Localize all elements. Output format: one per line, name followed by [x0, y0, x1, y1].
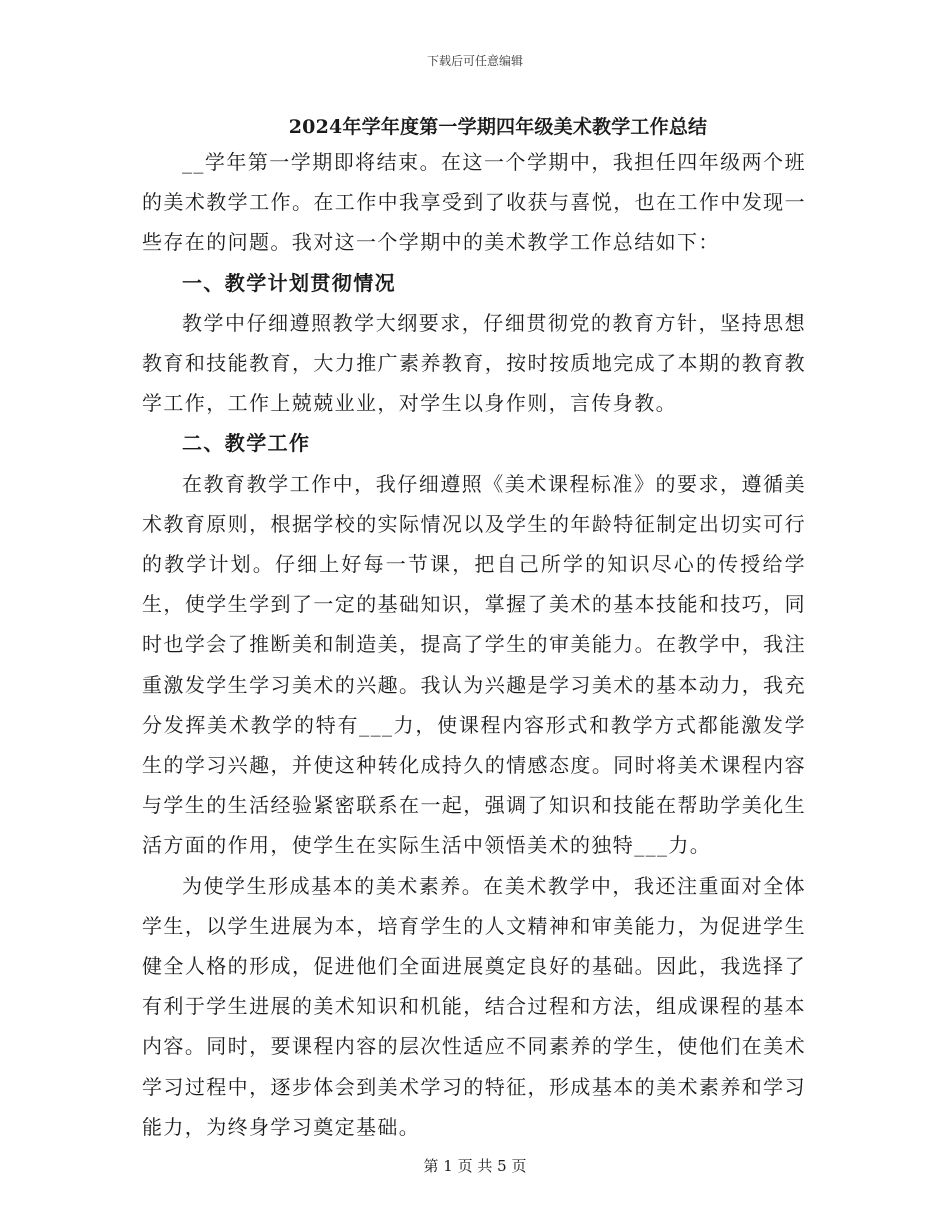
document-title: 2024年学年度第一学期四年级美术教学工作总结: [288, 116, 708, 138]
intro-paragraph: __学年第一学期即将结束。在这一个学期中，我担任四年级两个班的美术教学工作。在工作中我享受到了收获与喜悦，也在工作中发现一些存在的问题。我对这一个学期中的美术教学工作总结如下：: [142, 150, 806, 255]
plan-paragraph: 教学中仔细遵照教学大纲要求，仔细贯彻党的教育方针，坚持思想教育和技能教育，大力推广素养教育，按时按质地完成了本期的教育教学工作，工作上兢兢业业，对学生以身作则，言传身教。: [142, 310, 806, 416]
header-note: 下载后可任意编辑: [426, 54, 523, 68]
literacy-paragraph: 为使学生形成基本的美术素养。在美术教学中，我还注重面对全体学生，以学生进展为本，培育学生的人文精神和审美能力，为促进学生健全人格的形成，促进他们全面进展奠定良好的基础。因此，我选择了有利于学生进展的美术知识和机能，结合过程和方法，组成课程的基本内容。同时，要课程内容的层次性适应不同素养的学生，使他们在美术学习过程中，逐步体会到美术学习的特征，形成基本的美术素养和学习能力，为终身学习奠定基础。: [142, 873, 806, 1139]
section-heading-plan: 一、教学计划贯彻情况: [182, 270, 396, 295]
document-body: [142, 142, 806, 1147]
teaching-paragraph: 在教育教学工作中，我仔细遵照《美术课程标准》的要求，遵循美术教育原则，根据学校的实际情况以及学生的年龄特征制定出切实可行的教学计划。仔细上好每一节课，把自己所学的知识尽心的传授给学生，使学生学到了一定的基础知识，掌握了美术的基本技能和技巧，同时也学会了推断美和制造美，提高了学生的审美能力。在教学中，我注重激发学生学习美术的兴趣。我认为兴趣是学习美术的基本动力，我充分发挥美术教学的特有___力，使课程内容形式和教学方式都能激发学生的学习兴趣，并使这种转化成持久的情感态度。同时将美术课程内容与学生的生活经验紧密联系在一起，强调了知识和技能在帮助学美化生活方面的作用，使学生在实际生活中领悟美术的独特___力。: [142, 471, 806, 858]
section-heading-teaching: 二、教学工作: [182, 431, 311, 456]
page-number: 第 1 页 共 5 页: [423, 1157, 527, 1175]
